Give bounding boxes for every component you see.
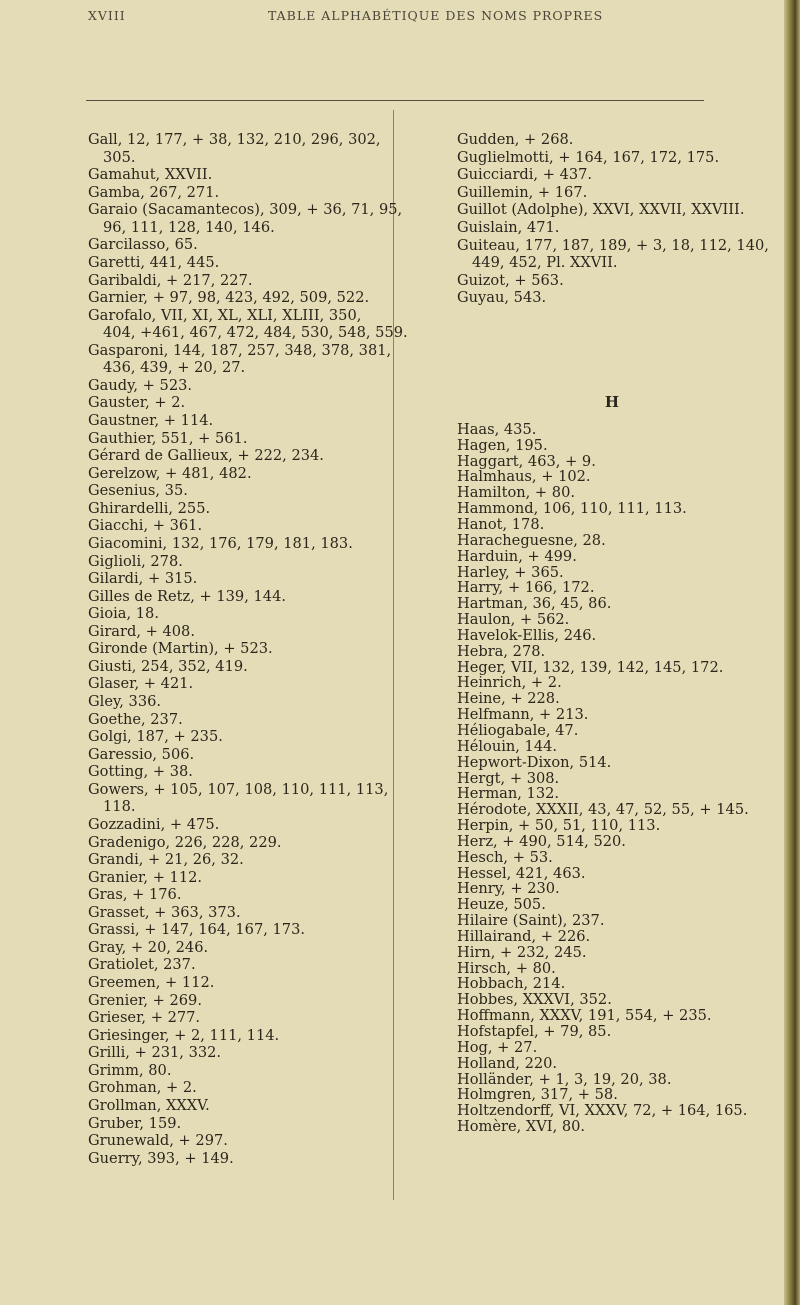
index-entry <box>88 254 393 272</box>
entry-text: Hirsch, + 80. <box>457 959 556 977</box>
page-number: XVIII <box>88 8 126 23</box>
index-entry <box>88 834 393 852</box>
index-entry <box>457 184 787 202</box>
index-entry <box>88 605 393 623</box>
running-header <box>88 8 728 28</box>
index-entry <box>88 886 393 904</box>
entry-text: Guizot, + 563. <box>457 271 564 289</box>
index-entry <box>457 596 787 612</box>
entry-text: Haggart, 463, + 9. <box>457 452 596 470</box>
entry-text: Glaser, + 421. <box>88 675 194 693</box>
entry-text: Guillemin, + 167. <box>457 183 588 201</box>
entry-continuation: 404, +461, 467, 472, 484, 530, 548, 559. <box>103 324 408 342</box>
entry-text: Hoffmann, XXXV, 191, 554, + 235. <box>457 1007 712 1025</box>
entry-text: Héliogabale, 47. <box>457 721 579 739</box>
index-entry <box>88 1009 393 1027</box>
entry-text: Havelok-Ellis, 246. <box>457 626 597 644</box>
entry-text: Herz, + 490, 514, 520. <box>457 832 626 850</box>
index-entry <box>457 565 787 581</box>
entry-text: Granier, + 112. <box>88 868 203 886</box>
entry-text: Gironde (Martin), + 523. <box>88 640 273 658</box>
index-entry <box>457 1040 787 1056</box>
index-entry <box>88 1115 393 1133</box>
book-binding-edge <box>784 0 800 1305</box>
index-entry <box>88 693 393 711</box>
entry-text: Garofalo, VII, XI, XL, XLI, XLIII, 350, <box>88 306 362 324</box>
entry-continuation: 96, 111, 128, 140, 146. <box>103 218 275 236</box>
index-entry <box>457 739 787 755</box>
index-entry <box>457 131 787 149</box>
index-entry <box>88 535 393 553</box>
index-entry <box>88 517 393 535</box>
entry-text: Grieser, + 277. <box>88 1009 201 1027</box>
entry-text: Gratiolet, 237. <box>88 956 196 974</box>
entry-text: Heuze, 505. <box>457 896 546 914</box>
entry-text: Gradenigo, 226, 228, 229. <box>88 833 282 851</box>
entry-text: Hebra, 278. <box>457 642 546 660</box>
entry-text: Grasset, + 363, 373. <box>88 903 241 921</box>
entry-text: Hessel, 421, 463. <box>457 864 586 882</box>
index-entry <box>457 549 787 565</box>
entry-text: Hanot, 178. <box>457 516 545 533</box>
index-entry <box>457 723 787 739</box>
index-entry <box>88 992 393 1010</box>
index-entry <box>457 913 787 929</box>
entry-text: Guislain, 471. <box>457 218 560 236</box>
entry-text: Hélouin, 144. <box>457 737 558 755</box>
index-entry <box>88 728 393 746</box>
index-entry <box>457 691 787 707</box>
entry-text: Gley, 336. <box>88 693 162 710</box>
index-entry <box>88 465 393 483</box>
index-entry <box>457 945 787 961</box>
index-entry <box>457 961 787 977</box>
index-entry <box>457 1119 787 1135</box>
running-title: TABLE ALPHABÉTIQUE DES NOMS PROPRES <box>268 8 604 23</box>
index-entry <box>457 166 787 184</box>
index-entry <box>457 929 787 945</box>
entry-text: Hergt, + 308. <box>457 769 560 787</box>
index-entry <box>88 1027 393 1045</box>
index-entry <box>457 992 787 1008</box>
entry-text: Haulon, + 562. <box>457 611 570 629</box>
index-entry <box>88 588 393 606</box>
entry-text: Guiteau, 177, 187, 189, + 3, 18, 112, 140, <box>457 236 769 254</box>
entry-text: Holland, 220. <box>457 1054 558 1072</box>
header-rule <box>86 100 704 101</box>
index-entry <box>88 166 393 184</box>
index-entry <box>457 834 787 850</box>
index-entry <box>88 904 393 922</box>
entry-text: Giacomini, 132, 176, 179, 181, 183. <box>88 534 353 552</box>
entry-text: Giglioli, 278. <box>88 552 183 570</box>
entry-text: Giusti, 254, 352, 419. <box>88 657 248 675</box>
entry-text: Gudden, + 268. <box>457 131 574 148</box>
index-entry <box>457 1008 787 1024</box>
entry-text: Heine, + 228. <box>457 690 560 708</box>
index-entry <box>457 976 787 992</box>
entry-text: Gerelzow, + 481, 482. <box>88 464 252 482</box>
entry-text: Hagen, 195. <box>457 436 548 454</box>
index-entry <box>88 974 393 992</box>
index-entry <box>457 517 787 533</box>
entry-text: Gowers, + 105, 107, 108, 110, 111, 113, <box>88 780 389 798</box>
index-entry <box>457 850 787 866</box>
index-entry <box>457 219 787 237</box>
entry-text: Gilardi, + 315. <box>88 570 198 588</box>
index-entry <box>457 533 787 549</box>
index-entry <box>457 644 787 660</box>
index-entry <box>457 422 787 438</box>
index-entry <box>88 816 393 834</box>
entry-text: Heger, VII, 132, 139, 142, 145, 172. <box>457 658 724 676</box>
entry-text: Garibaldi, + 217, 227. <box>88 271 253 289</box>
index-entry <box>457 201 787 219</box>
g-entries <box>457 131 787 307</box>
entry-text: Heinrich, + 2. <box>457 674 562 692</box>
entry-text: Harley, + 365. <box>457 563 564 581</box>
entry-text: Grilli, + 231, 332. <box>88 1044 222 1062</box>
index-entry <box>457 786 787 802</box>
entry-text: Golgi, 187, + 235. <box>88 728 223 746</box>
index-entry <box>88 184 393 202</box>
index-entry <box>457 580 787 596</box>
entry-continuation: 118. <box>103 798 136 816</box>
index-entry <box>88 306 408 342</box>
index-entry <box>88 272 393 290</box>
index-entry <box>457 1072 787 1088</box>
entry-continuation: 305. <box>103 148 136 166</box>
entry-text: Grohman, + 2. <box>88 1079 197 1097</box>
index-entry <box>88 1132 393 1150</box>
index-entry <box>457 755 787 771</box>
index-entry <box>88 500 393 518</box>
index-entry <box>457 454 787 470</box>
entry-continuation: 449, 452, Pl. XXVII. <box>472 254 618 272</box>
entry-text: Gérard de Gallieux, + 222, 234. <box>88 447 324 465</box>
entry-text: Holländer, + 1, 3, 19, 20, 38. <box>457 1070 672 1088</box>
index-entry <box>457 438 787 454</box>
index-entry <box>457 771 787 787</box>
entry-text: Gauster, + 2. <box>88 394 186 412</box>
entry-text: Hobbach, 214. <box>457 975 566 993</box>
index-entry <box>457 660 787 676</box>
entry-text: Guyau, 543. <box>457 289 547 307</box>
index-entry <box>88 746 393 764</box>
index-entry <box>88 658 393 676</box>
entry-text: Hamilton, + 80. <box>457 484 576 502</box>
index-entry <box>88 956 393 974</box>
index-entry <box>88 623 393 641</box>
index-entry <box>457 866 787 882</box>
entry-text: Guillot (Adolphe), XXVI, XXVII, XXVIII. <box>457 201 745 219</box>
index-entry <box>88 869 393 887</box>
index-entry <box>457 612 787 628</box>
entry-text: Gall, 12, 177, + 38, 132, 210, 296, 302, <box>88 131 381 148</box>
entry-text: Henry, + 230. <box>457 880 560 898</box>
index-entry <box>88 675 393 693</box>
index-entry <box>457 675 787 691</box>
index-entry <box>88 1079 393 1097</box>
entry-text: Gotting, + 38. <box>88 763 193 781</box>
entry-text: Gray, + 20, 246. <box>88 938 209 956</box>
entry-text: Hesch, + 53. <box>457 848 553 866</box>
entry-text: Grollman, XXXV. <box>88 1096 210 1114</box>
entry-text: Hartman, 36, 45, 86. <box>457 595 612 613</box>
entry-text: Hofstapfel, + 79, 85. <box>457 1023 612 1040</box>
entry-text: Gasparoni, 144, 187, 257, 348, 378, 381, <box>88 341 392 359</box>
entry-text: Garaio (Sacamantecos), 309, + 36, 71, 95, <box>88 201 403 219</box>
index-entry <box>457 469 787 485</box>
h-entries <box>457 422 787 1135</box>
index-entry <box>457 289 787 307</box>
index-entry <box>457 501 787 517</box>
entry-text: Hillairand, + 226. <box>457 927 591 945</box>
index-entry <box>88 430 393 448</box>
index-entry <box>88 763 393 781</box>
index-entry <box>88 394 393 412</box>
index-entry <box>457 818 787 834</box>
index-entry <box>88 201 403 236</box>
index-entry <box>88 412 393 430</box>
index-entry <box>457 1056 787 1072</box>
left-column <box>88 131 408 1167</box>
index-entry <box>457 1024 787 1040</box>
entry-text: Gamahut, XXVII. <box>88 166 213 184</box>
entry-text: Goethe, 237. <box>88 710 183 728</box>
index-entry <box>88 1097 393 1115</box>
entry-text: Holtzendorff, VI, XXXV, 72, + 164, 165. <box>457 1102 748 1120</box>
entry-text: Herpin, + 50, 51, 110, 113. <box>457 817 661 835</box>
entry-text: Gaustner, + 114. <box>88 412 214 429</box>
index-entry <box>457 707 787 723</box>
index-entry <box>88 1062 393 1080</box>
entry-text: Hérodote, XXXII, 43, 47, 52, 55, + 145. <box>457 801 749 819</box>
entry-text: Hobbes, XXXVI, 352. <box>457 991 612 1009</box>
entry-text: Gauthier, 551, + 561. <box>88 429 248 447</box>
entry-text: Grandi, + 21, 26, 32. <box>88 851 244 869</box>
index-entry <box>88 781 393 816</box>
entry-text: Garnier, + 97, 98, 423, 492, 509, 522. <box>88 289 370 307</box>
index-entry <box>88 236 393 254</box>
entry-text: Haas, 435. <box>457 420 537 438</box>
entry-text: Holmgren, 317, + 58. <box>457 1086 618 1104</box>
index-entry <box>457 149 787 167</box>
index-entry <box>88 289 393 307</box>
entry-text: Gras, + 176. <box>88 886 182 904</box>
entry-text: Harry, + 166, 172. <box>457 579 595 597</box>
column-divider <box>393 110 394 1200</box>
entry-text: Harduin, + 499. <box>457 547 577 565</box>
entry-text: Gesenius, 35. <box>88 482 188 500</box>
right-column <box>457 131 787 1135</box>
entry-text: Hilaire (Saint), 237. <box>457 912 605 930</box>
entry-text: Ghirardelli, 255. <box>88 499 211 517</box>
index-entry <box>88 851 393 869</box>
entry-text: Giacchi, + 361. <box>88 517 203 535</box>
entry-text: Herman, 132. <box>457 785 560 803</box>
index-entry <box>457 485 787 501</box>
entry-text: Homère, XVI, 80. <box>457 1118 586 1136</box>
index-entry <box>88 570 393 588</box>
entry-text: Gioia, 18. <box>88 605 159 623</box>
index-entry <box>88 482 393 500</box>
entry-text: Grunewald, + 297. <box>88 1132 228 1150</box>
index-entry <box>88 1150 393 1168</box>
entry-text: Grimm, 80. <box>88 1061 172 1079</box>
index-entry <box>88 640 393 658</box>
index-entry <box>88 553 393 571</box>
index-entry <box>457 272 787 290</box>
entry-text: Gaudy, + 523. <box>88 376 193 394</box>
entry-text: Gilles de Retz, + 139, 144. <box>88 587 286 605</box>
entry-text: Garetti, 441, 445. <box>88 253 220 271</box>
index-entry <box>88 342 393 377</box>
entry-text: Halmhaus, + 102. <box>457 468 591 486</box>
entry-text: Girard, + 408. <box>88 622 195 640</box>
index-entry <box>88 939 393 957</box>
index-entry <box>88 921 393 939</box>
entry-text: Guicciardi, + 437. <box>457 166 593 184</box>
entry-text: Hirn, + 232, 245. <box>457 943 587 961</box>
index-entry <box>88 711 393 729</box>
entry-text: Grassi, + 147, 164, 167, 173. <box>88 921 306 939</box>
entry-text: Helfmann, + 213. <box>457 706 589 724</box>
index-entry <box>457 628 787 644</box>
entry-text: Greemen, + 112. <box>88 974 215 991</box>
entry-text: Gozzadini, + 475. <box>88 815 220 833</box>
index-entry <box>88 1044 393 1062</box>
entry-text: Guglielmotti, + 164, 167, 172, 175. <box>457 148 720 166</box>
entry-continuation: 436, 439, + 20, 27. <box>103 359 246 377</box>
entry-text: Hammond, 106, 110, 111, 113. <box>457 500 687 518</box>
entry-text: Griesinger, + 2, 111, 114. <box>88 1026 280 1044</box>
index-entry <box>88 131 393 166</box>
index-entry <box>457 237 787 272</box>
section-heading: H <box>604 392 620 411</box>
entry-text: Hog, + 27. <box>457 1038 538 1056</box>
index-entry <box>88 447 393 465</box>
entry-text: Garessio, 506. <box>88 745 195 763</box>
entry-text: Hepwort-Dixon, 514. <box>457 753 612 771</box>
entry-text: Haracheguesne, 28. <box>457 531 606 549</box>
index-entry <box>457 802 787 818</box>
entry-text: Gamba, 267, 271. <box>88 183 220 201</box>
index-entry <box>457 897 787 913</box>
index-entry <box>457 881 787 897</box>
index-entry <box>457 1103 787 1119</box>
entry-text: Garcilasso, 65. <box>88 236 198 254</box>
entry-text: Guerry, 393, + 149. <box>88 1149 234 1167</box>
index-entry <box>88 377 393 395</box>
entry-text: Grenier, + 269. <box>88 991 202 1009</box>
index-entry <box>457 1087 787 1103</box>
entry-text: Gruber, 159. <box>88 1114 182 1132</box>
